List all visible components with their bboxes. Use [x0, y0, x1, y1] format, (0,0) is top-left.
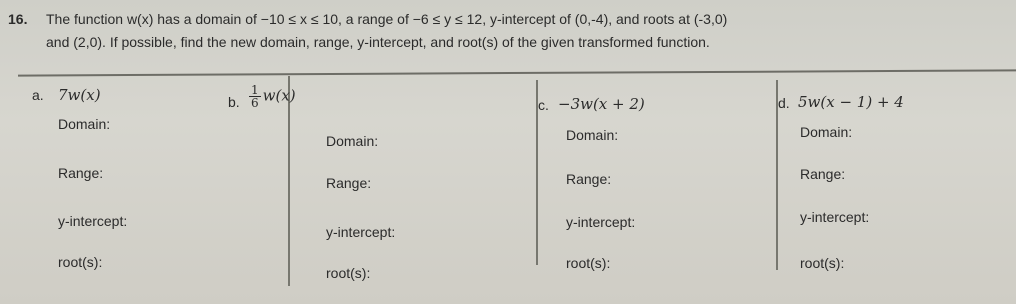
part-b-fraction-denominator: 6: [251, 96, 259, 110]
table-top-rule: [18, 69, 1016, 76]
part-d-domain-label: Domain:: [800, 124, 853, 140]
part-a-domain-label: Domain:: [58, 116, 111, 132]
part-c-yintercept-label: y-intercept:: [566, 214, 636, 230]
part-b-roots-label: root(s):: [326, 265, 371, 281]
part-c-letter: c.: [538, 97, 549, 113]
part-d-roots-label: root(s):: [800, 255, 845, 271]
part-d-letter: d.: [778, 95, 790, 111]
part-a-yintercept-label: y-intercept:: [58, 213, 128, 229]
part-b-letter: b.: [228, 94, 240, 110]
part-b-expression: [249, 84, 296, 109]
part-b-fraction: [249, 84, 261, 109]
part-c-domain-label: Domain:: [566, 127, 619, 143]
question-text-line-2: and (2,0). If possible, find the new domain, range, y-intercept, and root(s) of the given transformed function.: [46, 34, 710, 50]
part-b-expression-body: w(x): [262, 86, 296, 105]
part-d-expression: 5w(x − 1) + 4: [798, 93, 904, 111]
part-b-yintercept-label: y-intercept:: [326, 224, 396, 240]
part-b-range-label: Range:: [326, 175, 372, 191]
part-c-expression: −3w(x + 2): [558, 95, 645, 113]
part-c-range-label: Range:: [566, 171, 612, 187]
part-a-expression: 7w(x): [58, 86, 101, 104]
part-c-roots-label: root(s):: [566, 255, 611, 271]
question-number: 16.: [8, 11, 28, 27]
part-a-letter: a.: [32, 87, 44, 103]
part-b-fraction-numerator: 1: [251, 83, 259, 97]
part-d-range-label: Range:: [800, 166, 846, 182]
part-d-yintercept-label: y-intercept:: [800, 209, 870, 225]
part-a-roots-label: root(s):: [58, 254, 103, 270]
part-a-range-label: Range:: [58, 165, 104, 181]
part-b-domain-label: Domain:: [326, 133, 379, 149]
question-text-line-1: The function w(x) has a domain of −10 ≤ x ≤ 10, a range of −6 ≤ y ≤ 12, y-intercept of (0,-4), and roots at (-3,0): [46, 11, 728, 27]
